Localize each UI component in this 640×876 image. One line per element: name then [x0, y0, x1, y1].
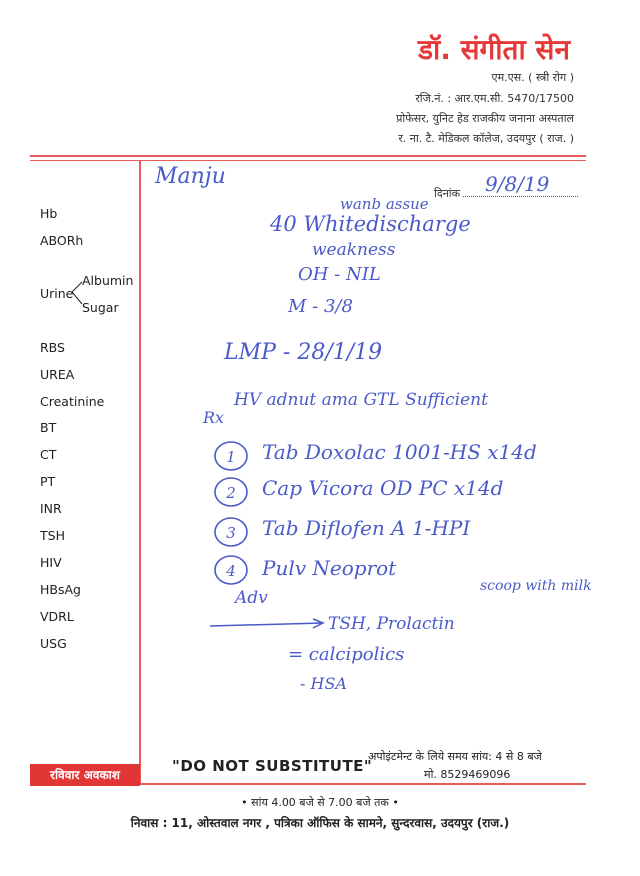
hw-advice-label: Adv [235, 588, 268, 608]
hw-med-number-circles [212, 436, 252, 586]
sunday-holiday-badge: रविवार अवकाश [30, 764, 140, 786]
doctor-name: डॉ. संगीता सेन [418, 33, 570, 66]
hw-lmp: LMP - 28/1/19 [224, 340, 383, 365]
test-tsh: TSH [40, 528, 65, 543]
test-creatinine: Creatinine [40, 394, 105, 409]
test-urine: Urine [40, 286, 74, 301]
hw-complaint-1: wanb assue [340, 195, 429, 213]
hw-medicine-3: Tab Diflofen A 1-HPI [262, 516, 471, 540]
test-hbsag: HBsAg [40, 582, 81, 597]
mobile-number: मो. 8529469096 [424, 768, 511, 781]
test-ct: CT [40, 447, 57, 462]
college-name: र. ना. टै. मेडिकल कॉलेज, उदयपुर ( राज. ) [398, 132, 574, 145]
hw-patient-name: Manju [155, 164, 226, 189]
hw-medicine-4: Pulv Neoprot [262, 556, 397, 580]
hw-medicine-2: Cap Vicora OD PC x14d [262, 476, 504, 500]
hw-investigation-1: TSH, Prolactin [328, 614, 455, 634]
hw-med-number-1: 1 [226, 448, 236, 466]
test-inr: INR [40, 501, 62, 516]
test-sugar: Sugar [82, 300, 119, 315]
date-line [463, 196, 578, 197]
hw-medicine-4-note: scoop with milk [480, 578, 592, 594]
test-vdrl: VDRL [40, 609, 74, 624]
header-divider [30, 155, 586, 157]
do-not-substitute-note: "DO NOT SUBSTITUTE" [172, 757, 373, 775]
test-albumin: Albumin [82, 273, 134, 288]
hw-medicine-1: Tab Doxolac 1001-HS x14d [262, 440, 537, 464]
doctor-degree: एम.एस. ( स्त्री रोग ) [491, 71, 574, 84]
test-hiv: HIV [40, 555, 62, 570]
appointment-timing: अपोइंटमेन्ट के लिये समय सांय: 4 से 8 बजे [368, 750, 542, 763]
hw-investigation-2: = calcipolics [288, 644, 405, 665]
hw-rx-symbol: Rx [203, 408, 225, 427]
hw-obstetric-history: OH - NIL [298, 264, 381, 285]
hw-med-number-3: 3 [226, 524, 236, 542]
hw-med-number-2: 2 [226, 484, 236, 502]
test-aborh: ABORh [40, 233, 84, 248]
hw-menstrual-history: M - 3/8 [288, 296, 353, 317]
test-hb: Hb [40, 206, 58, 221]
date-label: दिनांक [434, 187, 461, 200]
test-pt: PT [40, 474, 56, 489]
test-urea: UREA [40, 367, 75, 382]
clinic-hours: • सांय 4.00 बजे से 7.00 बजे तक • [241, 796, 399, 809]
hw-advice-arrow [208, 618, 328, 632]
doctor-designation: प्रोफेसर, युनिट हेड राजकीय जनाना अस्पताल [396, 112, 574, 125]
test-rbs: RBS [40, 340, 65, 355]
hw-examination: HV adnut ama GTL Sufficient [234, 390, 488, 410]
test-bt: BT [40, 420, 57, 435]
hw-med-number-4: 4 [226, 562, 236, 580]
hw-date: 9/8/19 [485, 172, 550, 196]
hw-complaint-2: 40 Whitedischarge [270, 212, 471, 236]
header-divider-thin [30, 160, 586, 161]
urine-group [40, 270, 160, 320]
sidebar-divider [139, 160, 141, 785]
hw-investigation-3: - HSA [300, 674, 347, 693]
test-usg: USG [40, 636, 67, 651]
registration-number: रजि.नं. : आर.एम.सी. 5470/17500 [415, 92, 574, 105]
hw-complaint-3: weakness [312, 240, 396, 260]
residence-address: निवास : 11, ओस्तवाल नगर , पत्रिका ऑफिस के सामने, सुन्दरवास, उदयपुर (राज.) [130, 816, 510, 830]
